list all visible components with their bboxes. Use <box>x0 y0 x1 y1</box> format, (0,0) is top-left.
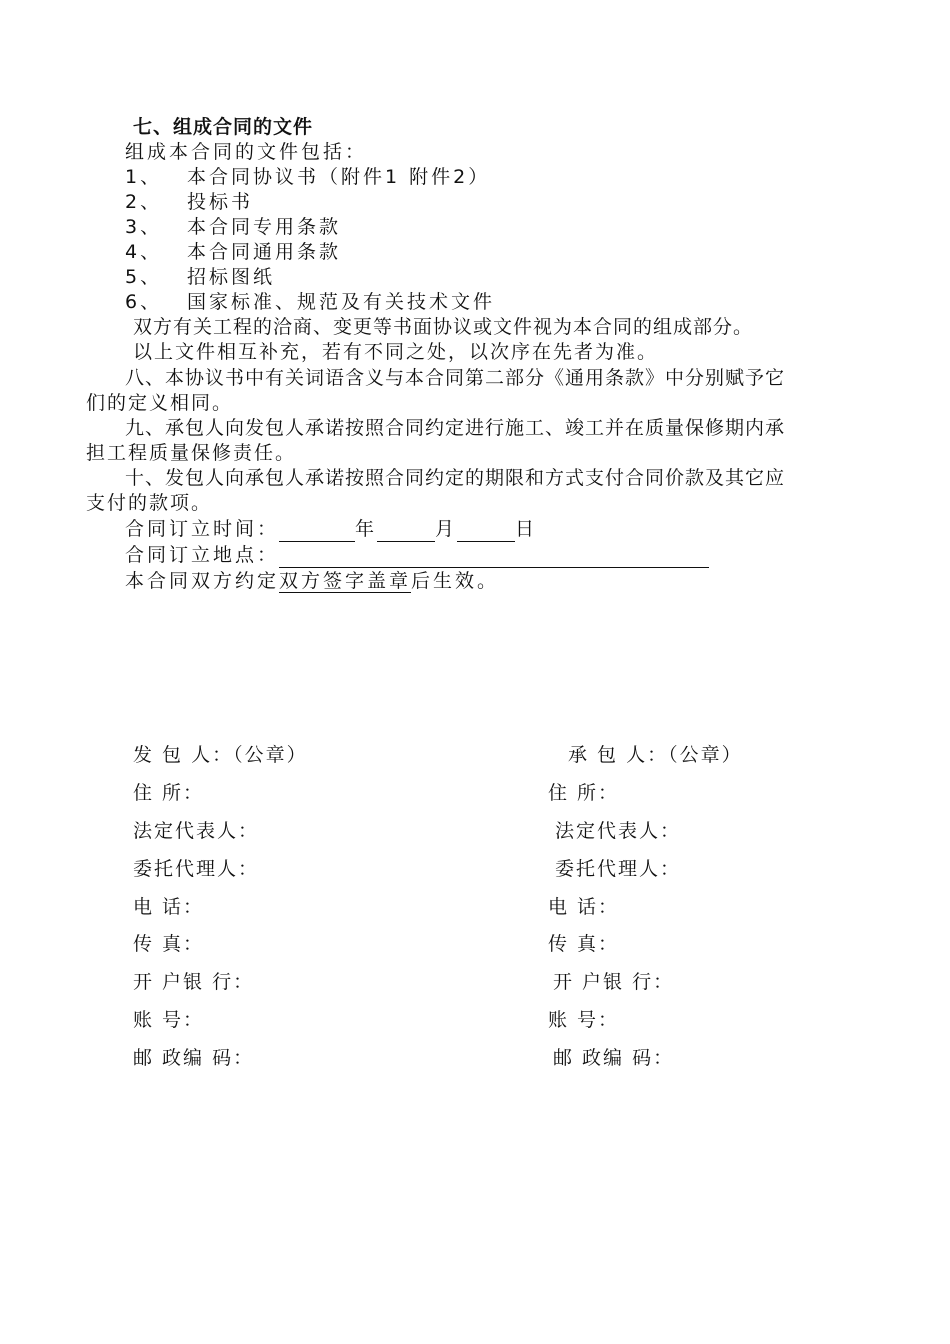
party-b-postcode: 邮 政编 码： <box>553 1047 675 1069</box>
party-b-address: 住 所： <box>548 782 620 804</box>
place-blank[interactable] <box>279 547 709 568</box>
party-b-fax: 传 真： <box>548 933 620 955</box>
list-item-number: 6、 <box>125 291 163 313</box>
list-item-number: 2、 <box>125 191 163 213</box>
list-item-number: 5、 <box>125 266 163 288</box>
list-item <box>125 165 490 190</box>
month-blank[interactable] <box>377 521 435 542</box>
party-a-bank: 开 户银 行： <box>133 971 255 993</box>
list-item-text: 本合同协议书（附件1 附件2） <box>187 166 491 188</box>
party-b-bank: 开 户银 行： <box>553 971 675 993</box>
section-10-line-1: 十、发包人向承包人承诺按照合同约定的期限和方式支付合同价款及其它应 <box>125 467 786 489</box>
signing-place-row <box>125 543 709 568</box>
day-blank[interactable] <box>457 521 515 542</box>
section-7-note-1: 双方有关工程的洽商、变更等书面协议或文件视为本合同的组成部分。 <box>133 316 754 338</box>
list-item <box>125 190 253 215</box>
list-item-number: 4、 <box>125 241 163 263</box>
month-label: 月 <box>435 518 458 540</box>
list-item-text: 招标图纸 <box>187 266 276 288</box>
section-10-line-2: 支付的款项。 <box>86 492 213 514</box>
signing-place-label: 合同订立地点： <box>125 544 280 566</box>
party-b-account: 账 号： <box>548 1009 620 1031</box>
list-item-number: 3、 <box>125 216 163 238</box>
section-8-line-2: 们的定义相同。 <box>86 392 234 414</box>
party-a-postcode: 邮 政编 码： <box>133 1047 255 1069</box>
list-item <box>125 265 275 290</box>
list-item-text: 本合同专用条款 <box>187 216 342 238</box>
list-item <box>125 290 495 315</box>
list-item-text: 国家标准、规范及有关技术文件 <box>187 291 496 313</box>
party-b-agent: 委托代理人： <box>555 858 682 880</box>
effect-clause <box>125 569 499 594</box>
signing-time-row <box>125 517 537 542</box>
list-item-text: 本合同通用条款 <box>187 241 342 263</box>
effect-suffix: 后生效。 <box>411 570 500 592</box>
section-7-title: 七、组成合同的文件 <box>133 116 314 138</box>
section-9-line-1: 九、承包人向发包人承诺按照合同约定进行施工、竣工并在质量保修期内承 <box>125 417 786 439</box>
party-a-account: 账 号： <box>133 1009 205 1031</box>
party-b-title: 承 包 人：（公章） <box>568 744 743 766</box>
effect-condition: 双方签字盖章 <box>279 570 412 592</box>
list-item-text: 投标书 <box>187 191 254 213</box>
party-b-phone: 电 话： <box>548 896 620 918</box>
year-label: 年 <box>355 518 378 540</box>
year-blank[interactable] <box>279 521 355 542</box>
party-a-address: 住 所： <box>133 782 205 804</box>
effect-prefix: 本合同双方约定 <box>125 570 280 592</box>
section-8-line-1: 八、本协议书中有关词语含义与本合同第二部分《通用条款》中分别赋予它 <box>125 367 786 389</box>
list-item-number: 1、 <box>125 166 163 188</box>
day-label: 日 <box>515 518 538 540</box>
party-a-agent: 委托代理人： <box>133 858 260 880</box>
party-b-legal-rep: 法定代表人： <box>555 820 682 842</box>
party-a-fax: 传 真： <box>133 933 205 955</box>
party-a-title: 发 包 人：（公章） <box>133 744 308 766</box>
section-9-line-2: 担工程质量保修责任。 <box>86 442 297 464</box>
section-7-note-2: 以上文件相互补充，若有不同之处，以次序在先者为准。 <box>133 341 659 363</box>
section-7-intro: 组成本合同的文件包括： <box>125 141 368 163</box>
party-a-legal-rep: 法定代表人： <box>133 820 260 842</box>
signing-time-label: 合同订立时间： <box>125 518 280 540</box>
list-item <box>125 240 341 265</box>
list-item <box>125 215 341 240</box>
party-a-phone: 电 话： <box>133 896 205 918</box>
